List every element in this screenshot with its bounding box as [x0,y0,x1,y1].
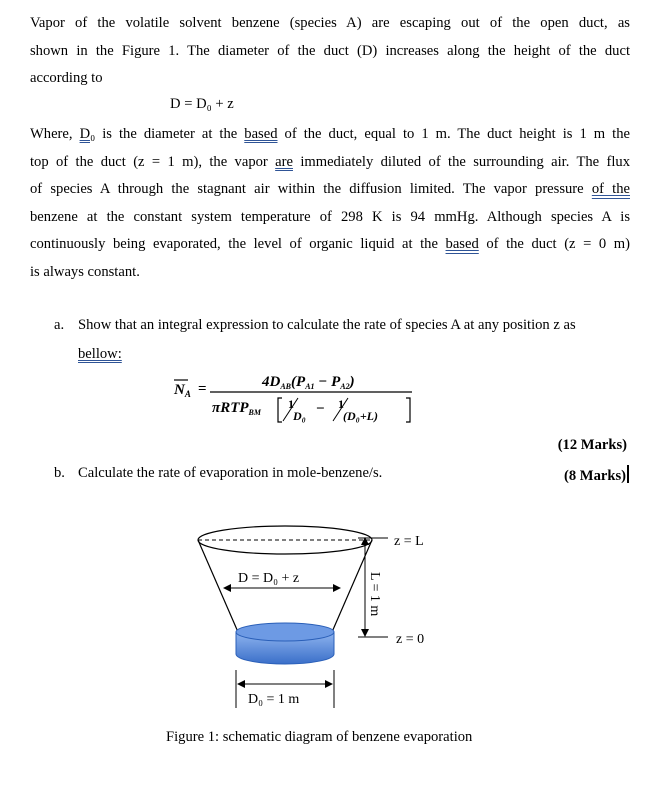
question-a-text-2: bellow: [78,346,122,362]
question-a-text: Show that an integral expression to calculate the rate of species A at any position z as [78,317,576,333]
diameter-equation: D = D₀ + z [170,96,234,112]
diameter-label: D = D₀ + z [238,571,300,586]
base-diameter-label: D₀ = 1 m [248,692,300,707]
intro-line-2: shown in the Figure 1. The diameter of the duct (D) increases along the height of the duct [30,42,630,59]
svg-text:=: = [198,381,207,397]
text-cursor [627,465,629,483]
figure-caption: Figure 1: schematic diagram of benzene evaporation [166,729,473,745]
z-top-label: z = L [394,534,424,549]
question-a-marks: (12 Marks) [557,437,627,453]
question-b-marks: (8 Marks) [564,465,629,485]
intro-line-3: according to [30,70,103,87]
svg-text:1: 1 [338,397,344,411]
intro-paragraph [30,10,630,93]
body-line-5: continuously being evaporated, the level of organic liquid at the based of the duct (z = 0 m) [30,236,630,253]
body-line-6: is always constant. [30,263,140,280]
question-a-label: a. [54,317,65,333]
formula-denominator: πRTP$_{BM}$ [212,400,261,417]
duct-figure [150,510,490,720]
body-line-4: benzene at the constant system temperature of 298 K is 94 mmHg. Although species A is [30,208,630,225]
z-bottom-label: z = 0 [396,632,425,647]
svg-text:1: 1 [288,397,294,411]
body-line-1: Where, D₀ is the diameter at the based of the duct, equal to 1 m. The duct height is 1 m the [30,126,630,142]
question-b-label: b. [54,465,65,481]
body-paragraph [30,121,630,287]
flux-formula [170,368,430,428]
svg-text:−: − [316,401,325,417]
formula-numerator: $4D_{AB}(P_{A1} - P_{A2})$ [262,374,355,391]
intro-line-1: Vapor of the volatile solvent benzene (species A) are escaping out of the open duct, as [30,15,630,31]
svg-text:(D₀+L): (D₀+L) [343,409,379,423]
body-line-2: top of the duct (z = 1 m), the vapor are immediately diluted of the surrounding air. The flux [30,153,631,170]
svg-text:D₀: D₀ [293,409,306,423]
height-label: L = 1 m [367,572,382,617]
question-b-text: Calculate the rate of evaporation in mole-benzene/s. [78,465,383,481]
formula-lhs: $N_A$ [174,382,191,399]
body-line-3: of species A through the stagnant air within the diffusion limited. The vapor pressure of the [30,181,630,198]
